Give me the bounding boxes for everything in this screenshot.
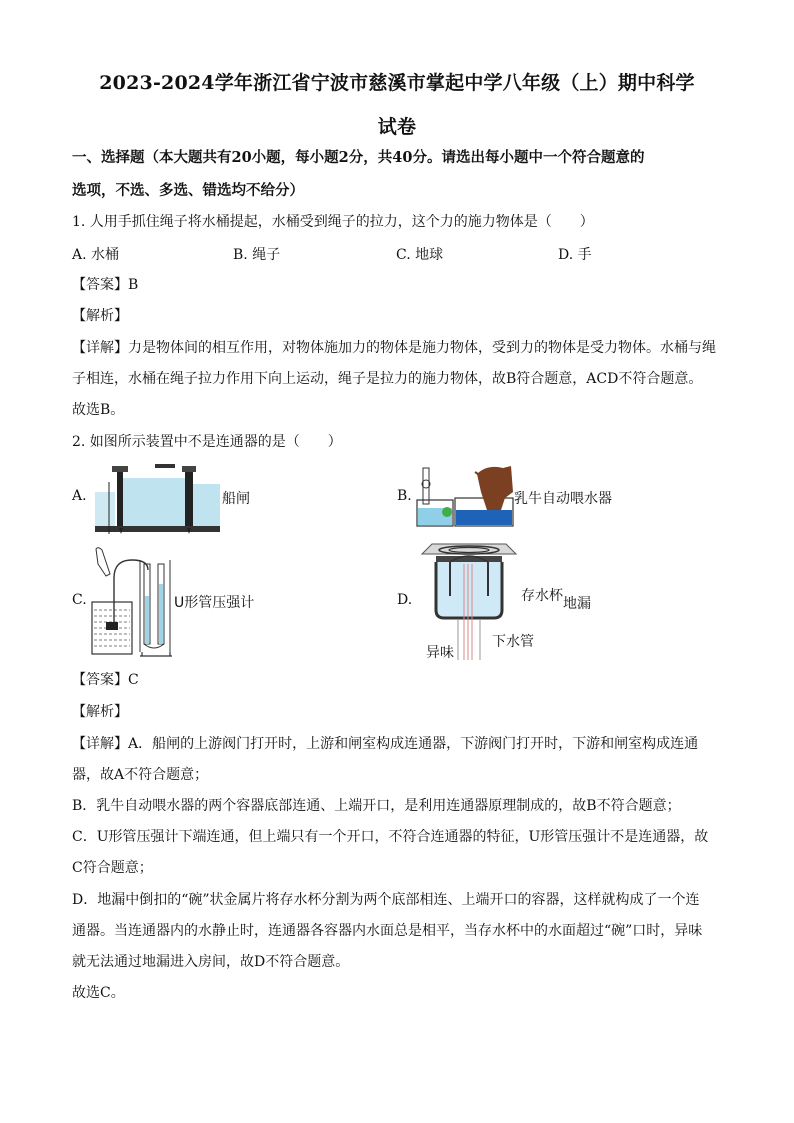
cow-feeder-figure	[415, 462, 515, 532]
q1-stem: 1. 人用手抓住绳子将水桶提起，水桶受到绳子的拉力，这个力的施力物体是（ ）	[72, 214, 594, 230]
q2-detail-c-line2: C符合题意；	[72, 860, 153, 876]
fig-d-pipe-label: 下水管	[492, 634, 534, 650]
q1-detail-line1: 【详解】力是物体间的相互作用，对物体施加力的物体是施力物体，受到力的物体是受力物体。水桶与绳	[72, 340, 716, 356]
q2-detail-d-line1: D．地漏中倒扣的“碗”状金属片将存水杯分割为两个底部相连、上端开口的容器，这样就构成了一个连	[72, 892, 700, 908]
q2-detail-c-line1: C．U形管压强计下端连通，但上端只有一个开口，不符合连通器的特征，U形管压强计不是连通器，故	[72, 829, 709, 845]
q2-detail-a-line1: 【详解】A．船闸的上游阀门打开时，上游和闸室构成连通器，下游阀门打开时，下游和闸室构成连通	[72, 736, 699, 752]
q2-detail-d-line2: 通器。当连通器内的水静止时，连通器各容器内水面总是相平，当存水杯中的水面超过“碗”口时，异味	[72, 923, 703, 939]
paper-title-line1: 2023-2024学年浙江省宁波市慈溪市掌起中学八年级（上）期中科学	[99, 72, 695, 94]
q1-detail-line2: 子相连，水桶在绳子拉力作用下向上运动，绳子是拉力的施力物体，故B符合题意，ACD不符合题意。	[72, 371, 703, 387]
q2-answer: 【答案】C	[72, 672, 139, 688]
fig-c-letter: C.	[72, 592, 87, 608]
fig-d-cup-label: 存水杯	[521, 588, 563, 604]
fig-d-smell-label: 异味	[426, 645, 454, 661]
paper-title-line2: 试卷	[377, 116, 417, 138]
q1-option-d: D. 手	[558, 247, 592, 263]
fig-c-caption: U形管压强计	[174, 595, 255, 611]
q1-option-c: C. 地球	[396, 247, 444, 263]
q1-option-b: B. 绳子	[233, 247, 281, 263]
q1-conclusion: 故选B。	[72, 402, 125, 418]
fig-d-letter: D.	[397, 592, 413, 608]
q1-analysis-label: 【解析】	[72, 308, 128, 324]
section-heading: 一、选择题（本大题共有20小题，每小题2分，共40分。请选出每小题中一个符合题意的	[72, 149, 645, 166]
fig-d-drain-label: 地漏	[563, 596, 591, 612]
q2-detail-a-line2: 器，故A不符合题意；	[72, 767, 209, 783]
fig-a-caption: 船闸	[222, 491, 250, 507]
q2-stem: 2. 如图所示装置中不是连通器的是（ ）	[72, 434, 342, 450]
q2-detail-b: B．乳牛自动喂水器的两个容器底部连通、上端开口，是利用连通器原理制成的，故B不符合题意；	[72, 798, 681, 814]
q2-analysis-label: 【解析】	[72, 704, 128, 720]
ship-lock-figure	[95, 462, 220, 534]
section-heading-cont: 选项，不选、多选、错选均不给分）	[72, 182, 304, 199]
q2-conclusion: 故选C。	[72, 985, 125, 1001]
fig-b-caption: 乳牛自动喂水器	[514, 491, 612, 507]
q2-detail-d-line3: 就无法通过地漏进入房间，故D不符合题意。	[72, 954, 350, 970]
u-tube-manometer-figure	[88, 544, 173, 659]
q1-option-a: A. 水桶	[72, 247, 120, 263]
fig-b-letter: B.	[397, 488, 412, 504]
q1-answer: 【答案】B	[72, 277, 139, 293]
fig-a-letter: A.	[72, 488, 87, 504]
